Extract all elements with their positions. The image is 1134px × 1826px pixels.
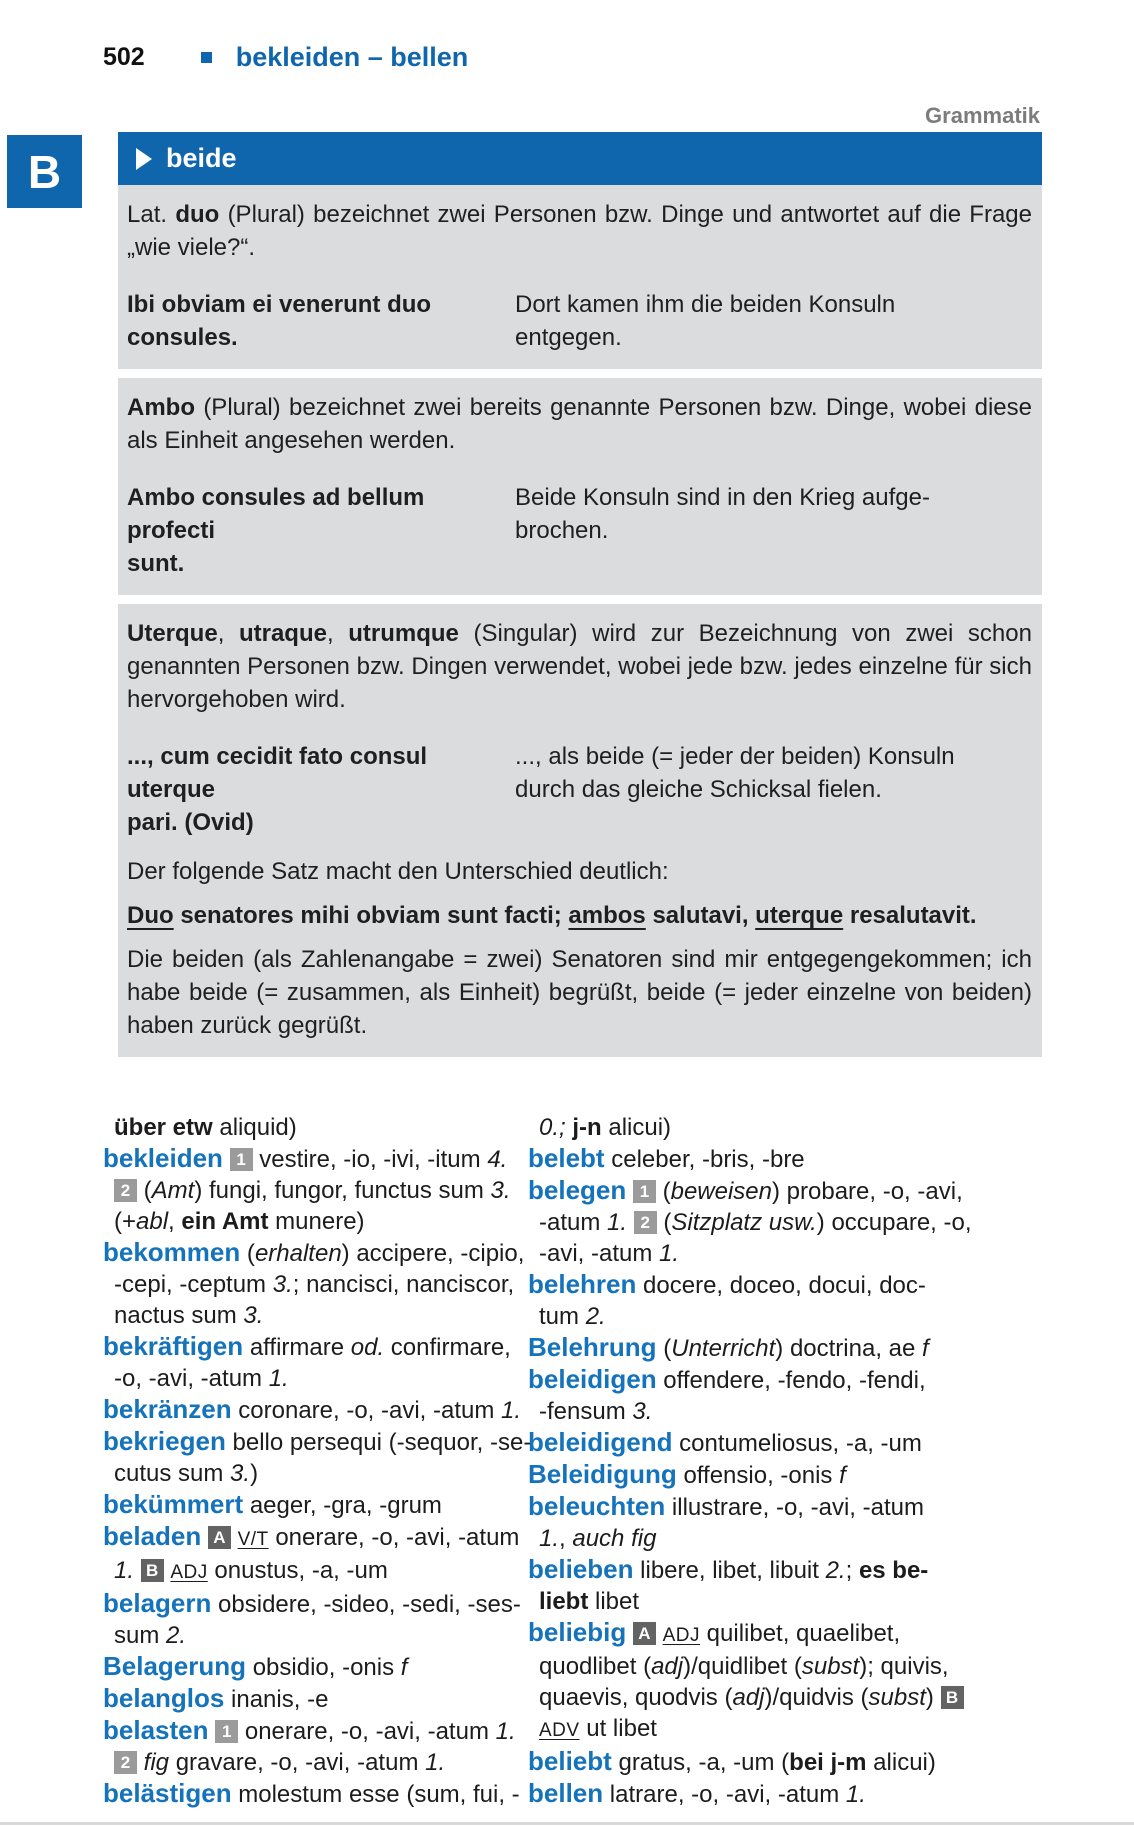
dictionary-page bbox=[0, 42, 1134, 1826]
left-column bbox=[103, 1112, 532, 1810]
triangle-right-icon bbox=[136, 148, 152, 170]
entry-belanglos: belanglos inanis, -e bbox=[103, 1683, 329, 1713]
grammar-example bbox=[127, 740, 1032, 839]
entry-belehren: belehren docere, doceo, docui, doc- tum 2. bbox=[528, 1269, 926, 1330]
grammar-key-sentence: Duo senatores mihi obviam sunt facti; ambos salutavi, uterque resalutavit. bbox=[127, 902, 977, 929]
entry-beleidigung: Beleidigung offensio, -onis f bbox=[528, 1459, 846, 1489]
entry-beleidigen: beleidigen offendere, -fendo, -fendi, -fensum 3. bbox=[528, 1364, 926, 1425]
entry-belieben: belieben libere, libet, libuit 2.; es be- liebt libet bbox=[528, 1554, 929, 1615]
entry-beleidigend: beleidigend contumeliosus, -a, -um bbox=[528, 1427, 922, 1457]
entry-bekuemmert: bekümmert aeger, -gra, -grum bbox=[103, 1489, 442, 1519]
grammar-paragraph: Die beiden (als Zahlenangabe = zwei) Senatoren sind mir entgegengekommen; ich habe beide (= zusammen, als Einheit) begrüßt, beide (= jeder einzelne von beiden) haben zurück gegrüßt. bbox=[127, 946, 1032, 1039]
example-german: ..., als beide (= jeder der beiden) Konsuln durch das gleiche Schicksal fielen. bbox=[515, 743, 955, 803]
page-number: 502 bbox=[103, 43, 145, 71]
entry-bekriegen: bekriegen bello persequi (-sequor, -se- cutus sum 3.) bbox=[103, 1426, 532, 1487]
entry-continuation: über etw aliquid) bbox=[114, 1114, 297, 1141]
entry-bellen: bellen latrare, -o, -avi, -atum 1. bbox=[528, 1778, 866, 1808]
page-title: bekleiden – bellen bbox=[235, 42, 469, 72]
entry-belegen: belegen 1 (beweisen) probare, -o, -avi, -atum 1. 2 (Sitzplatz usw.) occupare, -o, -avi, -atum 1. bbox=[528, 1175, 972, 1267]
dictionary-entries bbox=[103, 1112, 1134, 1810]
grammar-box bbox=[118, 103, 1042, 1057]
grammar-section-duo bbox=[118, 185, 1042, 369]
grammar-paragraph: Ambo (Plural) bezeichnet zwei bereits genannte Personen bzw. Dinge, wobei diese als Einheit angesehen werden. bbox=[127, 394, 1032, 454]
thumb-index-tab-b[interactable]: B bbox=[7, 135, 82, 208]
grammar-section-uterque bbox=[118, 604, 1042, 1057]
example-latin: Ibi obviam ei venerunt duo consules. bbox=[127, 291, 432, 351]
page-bottom-rule bbox=[0, 1822, 1134, 1825]
entry-bekraenzen: bekränzen coronare, -o, -avi, -atum 1. bbox=[103, 1394, 522, 1424]
grammar-section-ambo bbox=[118, 378, 1042, 595]
entry-belebt: belebt celeber, -bris, -bre bbox=[528, 1143, 805, 1173]
entry-beladen: beladen A V/T onerare, -o, -avi, -atum 1. B ADJ onustus, -a, -um bbox=[103, 1521, 520, 1584]
grammar-example bbox=[127, 481, 1032, 580]
entry-beleuchten: beleuchten illustrare, -o, -avi, -atum 1., auch fig bbox=[528, 1491, 924, 1552]
bullet-square-icon bbox=[201, 52, 212, 63]
entry-bekleiden: bekleiden 1 vestire, -io, -ivi, -itum 4. 2 (Amt) fungi, fungor, functus sum 3. (+abl, ein Amt munere) bbox=[103, 1143, 511, 1235]
entry-belagern: belagern obsidere, -sideo, -sedi, -ses- sum 2. bbox=[103, 1588, 521, 1649]
example-german: Beide Konsuln sind in den Krieg aufge- brochen. bbox=[515, 484, 930, 544]
entry-belasten: belasten 1 onerare, -o, -avi, -atum 1. 2 fig gravare, -o, -avi, -atum 1. bbox=[103, 1715, 516, 1776]
entry-belaestigen: belästigen molestum esse (sum, fui, - bbox=[103, 1778, 520, 1808]
grammar-paragraph: Uterque, utraque, utrumque (Singular) wird zur Bezeichnung von zwei schon genannten Personen bzw. Dingen verwendet, wobei jede bzw. jedes einzelne für sich hervorgehoben wird. bbox=[127, 620, 1032, 713]
entry-bekommen: bekommen (erhalten) accipere, -cipio, -cepi, -ceptum 3.; nancisci, nanciscor, nactus sum 3. bbox=[103, 1237, 525, 1329]
grammar-example bbox=[127, 288, 1032, 354]
example-latin: ..., cum cecidit fato consul uterque pari. (Ovid) bbox=[127, 743, 428, 836]
entry-beliebig: beliebig A ADJ quilibet, quaelibet, quodlibet (adj)/quidlibet (subst); quivis, quaevis, quodvis (adj)/quidvis (subst) B ADV ut libet bbox=[528, 1617, 1034, 1746]
entry-belagerung: Belagerung obsidio, -onis f bbox=[103, 1651, 408, 1681]
entry-belehrung: Belehrung (Unterricht) doctrina, ae f bbox=[528, 1332, 929, 1362]
entry-beliebt: beliebt gratus, -a, -um (bei j-m alicui) bbox=[528, 1746, 936, 1776]
entry-bekraeftigen: bekräftigen affirmare od. confirmare, -o, -avi, -atum 1. bbox=[103, 1331, 511, 1392]
right-column bbox=[528, 1112, 1034, 1810]
grammar-title: beide bbox=[166, 143, 237, 173]
running-head bbox=[103, 42, 1134, 73]
grammar-paragraph: Lat. duo (Plural) bezeichnet zwei Personen bzw. Dinge und antwortet auf die Frage „wie viele?“. bbox=[127, 201, 1033, 261]
example-german: Dort kamen ihm die beiden Konsuln entgegen. bbox=[515, 291, 896, 351]
example-latin: Ambo consules ad bellum profecti sunt. bbox=[127, 484, 425, 577]
grammar-title-bar bbox=[118, 132, 1042, 185]
grammatik-label: Grammatik bbox=[925, 103, 1040, 128]
entry-continuation: 0.; j-n alicui) bbox=[539, 1114, 672, 1141]
grammar-paragraph: Der folgende Satz macht den Unterschied deutlich: bbox=[127, 858, 669, 885]
